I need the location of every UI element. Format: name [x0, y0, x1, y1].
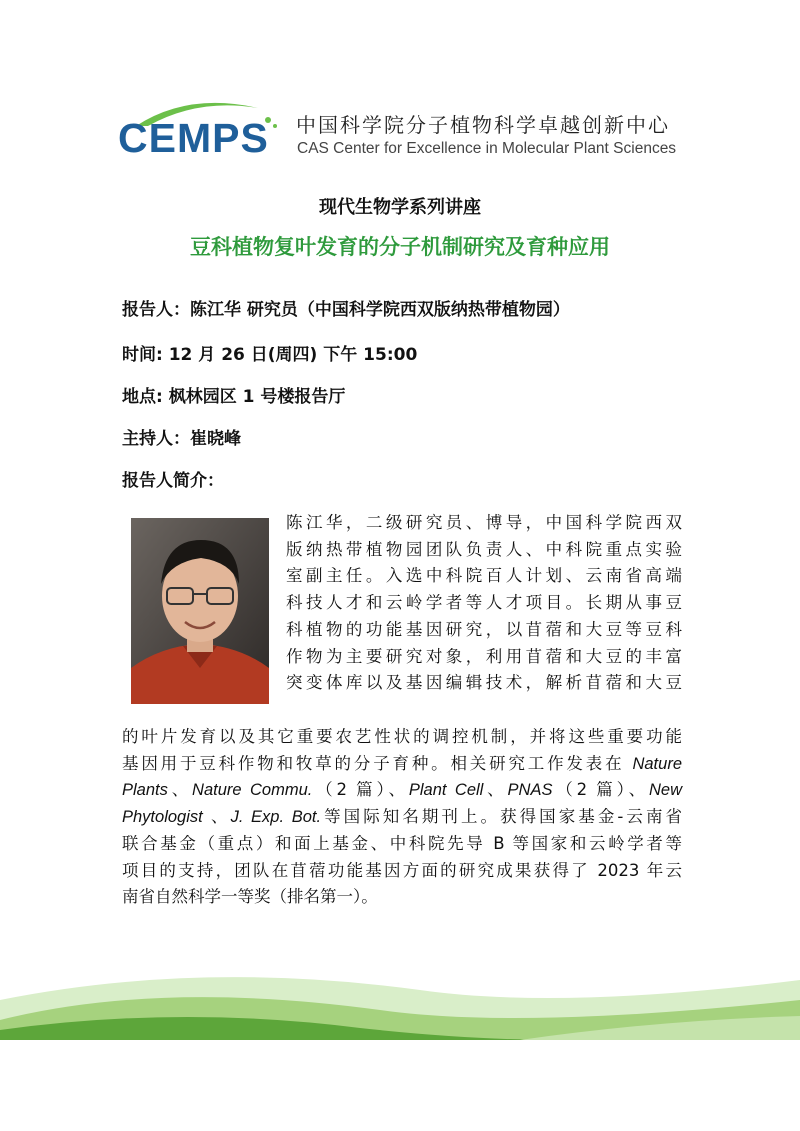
bio-line: 项目的支持，团队在苜蓿功能基因方面的研究成果获得了 2023 年云 — [122, 860, 682, 880]
bio-text: 、 — [483, 780, 508, 800]
journal-name: PNAS — [507, 781, 553, 800]
bio-line: 室副主任。入选中科院百人计划、云南省高端 — [286, 566, 682, 586]
bio-text: （2 篇）、 — [552, 780, 649, 800]
footer-wave-decoration — [0, 960, 800, 1040]
org-name-en: CAS Center for Excellence in Molecular Plant Sciences — [297, 140, 677, 157]
bio-line — [122, 751, 682, 778]
bio-text: 等国际知名期刊上。获得国家基金-云南省 — [321, 807, 682, 827]
bio-line — [122, 777, 682, 804]
journal-name: Nature Commu. — [192, 781, 313, 800]
series-title: 现代生物学系列讲座 — [319, 197, 481, 218]
bio-wrapped — [286, 510, 682, 697]
journal-name: New — [649, 781, 683, 800]
journal-name: J. Exp. Bot. — [230, 808, 322, 827]
bio-text: （2 篇）、 — [312, 780, 409, 800]
bio-line: 科植物的功能基因研究，以苜蓿和大豆等豆科 — [286, 619, 682, 639]
speaker-portrait — [131, 518, 269, 704]
speaker-line: 报告人：陈江华 研究员（中国科学院西双版纳热带植物园） — [122, 300, 570, 320]
host-line: 主持人：崔晓峰 — [122, 429, 241, 449]
journal-name: Nature — [632, 754, 682, 773]
bio-line: 版纳热带植物园团队负责人、中科院重点实验 — [286, 539, 682, 559]
logo-text: CEMPS — [118, 115, 269, 161]
bio-full — [122, 724, 682, 911]
journal-name: Plant Cell — [408, 781, 484, 800]
lecture-title: 豆科植物复叶发育的分子机制研究及育种应用 — [190, 235, 610, 259]
bio-line: 陈江华，二级研究员、博导，中国科学院西双 — [286, 513, 682, 532]
bio-line: 南省自然科学一等奖（排名第一）。 — [122, 887, 378, 907]
bio-line: 作物为主要研究对象，利用苜蓿和大豆的丰富 — [286, 646, 682, 666]
bio-line: 的叶片发育以及其它重要农艺性状的调控机制，并将这些重要功能 — [122, 727, 682, 746]
bio-line: 科技人才和云岭学者等人才项目。长期从事豆 — [286, 593, 682, 613]
bio-text: 基因用于豆科作物和牧草的分子育种。相关研究工作发表在 — [122, 753, 633, 773]
journal-name: Phytologist — [122, 808, 203, 827]
place-line: 地点: 枫林园区 1 号楼报告厅 — [122, 387, 346, 407]
intro-heading: 报告人简介： — [122, 471, 224, 491]
bio-line — [122, 804, 682, 831]
cemps-logo-icon — [118, 98, 278, 160]
time-line: 时间: 12 月 26 日(周四) 下午 15:00 — [122, 345, 418, 365]
bio-line: 联合基金（重点）和面上基金、中科院先导 B 等国家和云岭学者等 — [122, 833, 682, 853]
bio-text: 、 — [167, 780, 193, 800]
journal-name: Plants — [122, 781, 168, 800]
bio-line: 突变体库以及基因编辑技术，解析苜蓿和大豆 — [286, 673, 682, 693]
bio-text: 、 — [202, 807, 231, 827]
org-name-cn: 中国科学院分子植物科学卓越创新中心 — [296, 113, 670, 137]
